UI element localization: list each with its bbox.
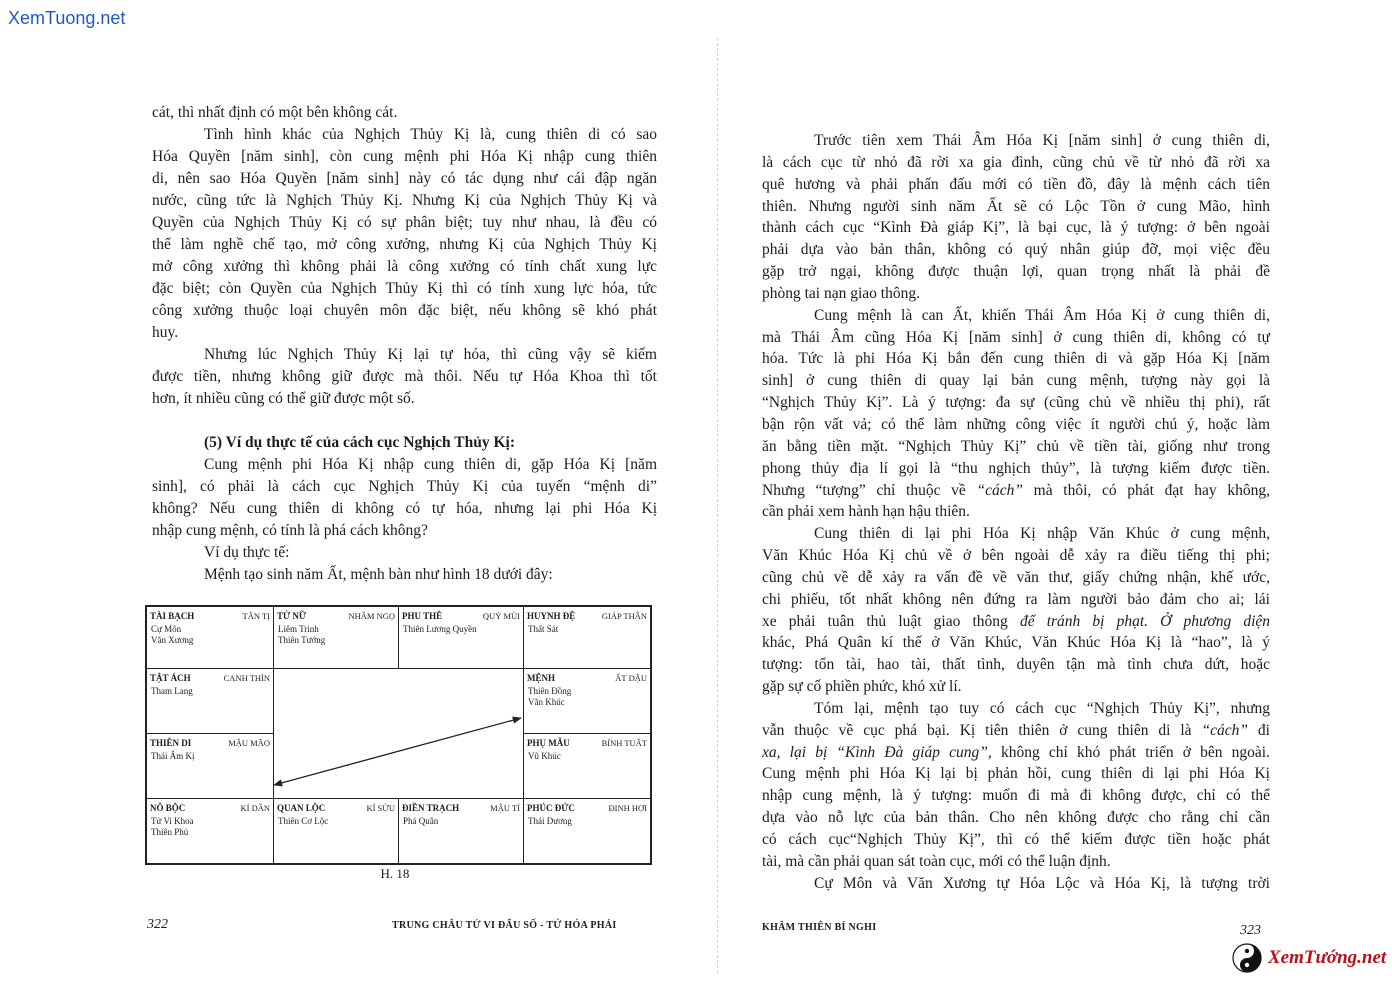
chart-cell (147, 669, 274, 734)
text-line: nước, cũng tức là Nghịch Thủy Kị. Nhưng Kị của Nghịch Thủy Kị và (152, 192, 657, 209)
text-line: có cách cục“Nghịch Thủy Kị”, thì có thể kiếm được tiền hoặc phát (762, 831, 1270, 848)
text-line: hóa. Tức là phi Hóa Kị bắn đến cung thiên di và gặp Hóa Kị [năm (762, 350, 1270, 368)
text-line: tượng: tổn tài, hao tài, thất tình, duyên tận mà tình chưa dứt, hoặc (762, 656, 1270, 674)
emphasis-text: “cách” (1201, 721, 1248, 739)
text-line: Mệnh tạo sinh năm Ất, mệnh bàn như hình 18 dưới đây: (204, 566, 553, 583)
text-line: nhập cung mệnh, là ý tượng: muốn đi mà đi không được, chỉ có thể (762, 787, 1270, 805)
cell-header (402, 611, 520, 622)
text-line: bận rộn vất vả; có thể làm những công việc ít người chú ý, hoặc làm (762, 415, 1270, 433)
palace-name: TẬT ÁCH (150, 673, 191, 683)
running-header-right: KHÂM THIÊN BÍ NGHI (762, 922, 877, 933)
cell-header (527, 803, 647, 814)
palace-name: PHÚC ĐỨC (527, 803, 575, 813)
text-line: cũng chủ về dễ xảy ra vấn đề về văn thư, giấy chứng nhận, khế ước, (762, 568, 1270, 586)
stem-branch: ẤT DẬU (615, 673, 647, 683)
text-line: Hóa Quyền [năm sinh], còn cung mệnh phi Hóa Kị nhập cung thiên (152, 148, 657, 165)
stem-branch: MẬU TÍ (490, 803, 520, 813)
text-line: Cung thiên di lại phi Hóa Kị nhập Văn Khúc ở cung mệnh, (814, 525, 1270, 543)
paragraph (152, 542, 657, 564)
palace-name: PHỤ MẪU (527, 738, 570, 748)
page-gutter (717, 38, 718, 973)
star-name: Tử Vi Khoa (151, 816, 194, 826)
text-line: khác, Phá Quân kí thế ở Văn Khúc, Văn Khúc Hóa Kị là “hao”, là ý (762, 634, 1270, 652)
palace-name: HUYNH ĐỆ (527, 611, 576, 621)
page-number-right: 323 (1240, 923, 1261, 938)
left-page-text (152, 102, 657, 586)
cell-header (527, 611, 647, 622)
chart-cell (147, 607, 274, 669)
right-page-text (762, 130, 1270, 895)
text-line: công xưởng thuộc loại chuyên môn đặc biệt, nếu không sẽ khó phát (152, 302, 657, 319)
text-line: Tình hình khác của Nghịch Thủy Kị là, cung thiên di có sao (204, 126, 657, 143)
text-line: Cung mệnh là can Ất, khiến Thái Âm Hóa Kị ở cung thiên di, (814, 306, 1270, 324)
text-line: phòng tai nạn giao thông. (762, 284, 920, 302)
palace-name: TÀI BẠCH (150, 611, 195, 621)
text-line: phong thủy địa lí gọi là “thu nghịch thủy”, là tượng kiếm được tiền. (762, 459, 1270, 477)
text-line: ăn bằng tiền mặt. “Nghịch Thủy Kị” chủ về tiền tài, giống như trong (762, 437, 1270, 455)
cell-header (150, 611, 270, 622)
text-line: quê hương và phải phấn đấu mới có tiền đồ, đây là mệnh cách tiên (762, 175, 1270, 193)
stem-branch: NHÂM NGỌ (348, 611, 395, 621)
paragraph (762, 523, 1270, 698)
star-name: Phá Quân (403, 816, 439, 826)
stem-branch: TÂN TỊ (242, 611, 270, 621)
cell-header (150, 803, 270, 814)
emphasis-text: “cách” (976, 481, 1023, 499)
text-segment: , không chỉ khó phát triển ở bên ngoài. (987, 743, 1270, 761)
palace-name: ĐIỀN TRẠCH (402, 803, 460, 813)
text-line: hơn, ít nhiều cũng có thể giữ được một số. (152, 390, 415, 407)
star-name: Thiên Lương Quyền (403, 624, 477, 634)
star-name: Thái Dương (528, 816, 572, 826)
stem-branch: ĐINH HỢI (608, 803, 647, 813)
cell-header (150, 738, 270, 749)
text-line: huy. (152, 324, 179, 341)
star-name: Cự Môn (151, 624, 182, 634)
text-line (762, 480, 1270, 502)
palace-name: TỬ NỮ (277, 611, 307, 621)
cell-header (277, 803, 395, 814)
text-line: nhập cung mệnh, có tính là phá cách không? (152, 522, 428, 539)
logo-text: XemTướng.net (1268, 947, 1387, 968)
paragraph (762, 873, 1270, 895)
star-name: Văn Khúc (528, 697, 565, 707)
star-name: Thất Sát (528, 624, 559, 634)
text-line: Văn Khúc Hóa Kị chủ về ở bên ngoài dễ xảy ra điều tiếng thị phi; (762, 547, 1270, 565)
stem-branch: MẬU MÃO (228, 738, 270, 748)
text-line: sinh], có phải là cách cục Nghịch Thủy Kị của tuyến “mệnh di” (152, 478, 657, 495)
paragraph (152, 454, 657, 542)
text-line: Cung mệnh phi Hóa Kị nhập cung thiên di, gặp Hóa Kị [năm (204, 456, 657, 473)
page-number-left: 322 (147, 917, 168, 932)
star-name: Tham Lang (151, 686, 193, 696)
text-segment: xe phải tuân thủ luật giao thông (762, 612, 1020, 630)
paragraph (152, 124, 657, 344)
text-line: Ví dụ thực tế: (204, 544, 290, 561)
watermark-site-name: XemTuong.net (8, 8, 126, 28)
text-line: chi phiếu, tốt nhất không nên đứng ra làm người bảo đảm cho ai; lái (762, 590, 1270, 608)
cell-header (277, 611, 395, 622)
chart-caption: H. 18 (380, 866, 410, 881)
cell-header (150, 673, 270, 684)
stem-branch: KỈ DẦN (240, 803, 270, 813)
stem-branch: QUÝ MÙI (482, 611, 520, 621)
chart-cell (524, 607, 650, 669)
chart-cell (147, 734, 274, 799)
running-header-left: TRUNG CHÂU TỬ VI ĐẨU SỐ - TỨ HÓA PHÁI (392, 920, 617, 931)
text-line (762, 611, 1270, 633)
text-line: thể làm nghề chế tạo, mở công xưởng, nhưng Kị của Nghịch Thủy Kị (152, 236, 657, 253)
chart-cell (274, 607, 399, 669)
stem-branch: CANH THÌN (223, 673, 270, 683)
paragraph (762, 698, 1270, 873)
horoscope-chart (145, 605, 652, 865)
text-line: được tiền, nhưng không giữ được mà thôi. Nếu tự Hóa Khoa thì tốt (152, 368, 657, 385)
palace-name: NÔ BỘC (150, 803, 186, 813)
text-line: tài, mà cần phải quan sát toàn cục, mới có thể luận định. (762, 852, 1111, 870)
chart-cell (147, 799, 274, 863)
text-line: đặc biệt; còn Quyền của Nghịch Thủy Kị thì có tính xung lực hóa, tức (152, 280, 657, 297)
yin-yang-icon (1232, 943, 1262, 973)
chart-cell (524, 799, 650, 863)
star-name: Thiên Đồng (528, 686, 572, 696)
text-line: Quyền của Nghịch Thủy Kị có sự phân biệt; tuy như nhau, là đều có (152, 214, 657, 231)
text-line: thiên. Nhưng người sinh năm Ất sẽ có Lộc Tồn ở cung Mão, hình (762, 197, 1270, 215)
text-line: mà Thái Âm cũng Hóa Kị [năm sinh] ở cung thiên di, không có tự (762, 328, 1270, 346)
cell-header (527, 673, 647, 684)
stem-branch: GIÁP THÂN (601, 611, 647, 621)
star-name: Liêm Trinh (278, 624, 319, 634)
text-line: Trước tiên xem Thái Âm Hóa Kị [năm sinh] ở cung thiên di, (814, 132, 1270, 149)
text-line: Cung mệnh phi Hóa Kị lại bị phản hồi, cung thiên di lại phi Hóa Kị (762, 765, 1270, 783)
paragraph (152, 102, 657, 124)
palace-name: QUAN LỘC (277, 803, 326, 813)
text-line: cần phải xem hành hạn hậu thiên. (762, 503, 970, 521)
text-line: Nhưng lúc Nghịch Thủy Kị lại tự hóa, thì cũng vậy sẽ kiếm (204, 346, 657, 363)
star-name: Thiên Phủ (151, 827, 189, 837)
text-line: di, nên sao Hóa Quyền [năm sinh] này có tác dụng như cái đập ngăn (152, 170, 657, 187)
text-line: Tóm lại, mệnh tạo tuy có cách cục “Nghịch Thủy Kị”, nhưng (814, 699, 1270, 717)
emphasis-text: xa, lại bị “Kình Đà giáp cung” (762, 743, 988, 761)
cell-header (402, 803, 520, 814)
chart-center (274, 669, 524, 799)
text-segment: Nhưng “tượng” chỉ thuộc về (762, 481, 977, 499)
palace-name: THIÊN DI (150, 738, 192, 748)
chart-cell (524, 734, 650, 799)
emphasis-text: để tránh bị phạt. Ở phương diện (1019, 612, 1270, 630)
text-line: thành cách cục “Kình Đà giáp Kị”, là bại cục, là ý tượng: ở bên ngoài (762, 219, 1270, 237)
text-line: sinh] ở cung thiên di quay lại bản cung mệnh, tượng này gọi là (762, 372, 1270, 390)
text-line: “Nghịch Thủy Kị”. Là ý tượng: đa sự (cũng chủ về nhiều thị phi), rất (762, 394, 1270, 412)
stem-branch: KỈ SỬU (366, 803, 395, 813)
text-line (762, 720, 1270, 742)
stem-branch: BÍNH TUẤT (601, 738, 647, 748)
star-name: Thiên Tướng (278, 635, 326, 645)
paragraph (762, 305, 1270, 523)
text-line: cát, thì nhất định có một bên không cát. (152, 104, 398, 121)
text-line (762, 742, 1270, 764)
cell-header (527, 738, 647, 749)
section-heading: (5) Ví dụ thực tế của cách cục Nghịch Thủy Kị: (204, 434, 515, 451)
site-logo (1232, 940, 1390, 976)
text-line: phải dựa vào bản thân, không có quý nhân giúp đỡ, mọi việc đều (762, 241, 1270, 259)
palace-name: PHU THÊ (402, 611, 443, 621)
text-segment: đi (1248, 721, 1270, 739)
paragraph (152, 344, 657, 410)
star-name: Thái Âm Kị (151, 751, 195, 761)
paragraph (152, 564, 657, 586)
paragraph (762, 130, 1270, 305)
star-name: Văn Xương (151, 635, 194, 645)
text-line: dựa vào nỗ lực của bản thân. Cho nên không được cho rằng chỉ cần (762, 809, 1270, 827)
text-line: là cách cục từ nhỏ đã rời xa gia đình, cũng chủ về từ nhỏ đã rời xa (762, 153, 1270, 171)
chart-cell (524, 669, 650, 734)
chart-cell (399, 799, 524, 863)
text-segment: mà thôi, có phát đạt hay không, (1022, 481, 1270, 499)
chart-cell (274, 799, 399, 863)
text-line: mở công xưởng thì không phải là công xưởng có tính chất xung lực (152, 258, 657, 275)
star-name: Thiên Cơ Lộc (278, 816, 329, 826)
text-line: không? Nếu cung thiên di không có tự hóa, nhưng lại phi Hóa Kị (152, 500, 657, 517)
text-line: gặp sự cố phiền phức, khó xử lí. (762, 678, 962, 696)
chart-cell (399, 607, 524, 669)
text-line: gặp trở ngại, không được thuận lợi, quan trọng nhất là phải đề (762, 263, 1270, 281)
star-name: Vũ Khúc (528, 751, 561, 761)
text-segment: vẫn thuộc về cục phá bại. Kị tiên thiên ở cung thiên di là (762, 721, 1202, 739)
palace-name: MỆNH (527, 673, 555, 683)
text-line: Cự Môn và Văn Xương tự Hóa Lộc và Hóa Kị, là tượng trời (814, 874, 1270, 892)
